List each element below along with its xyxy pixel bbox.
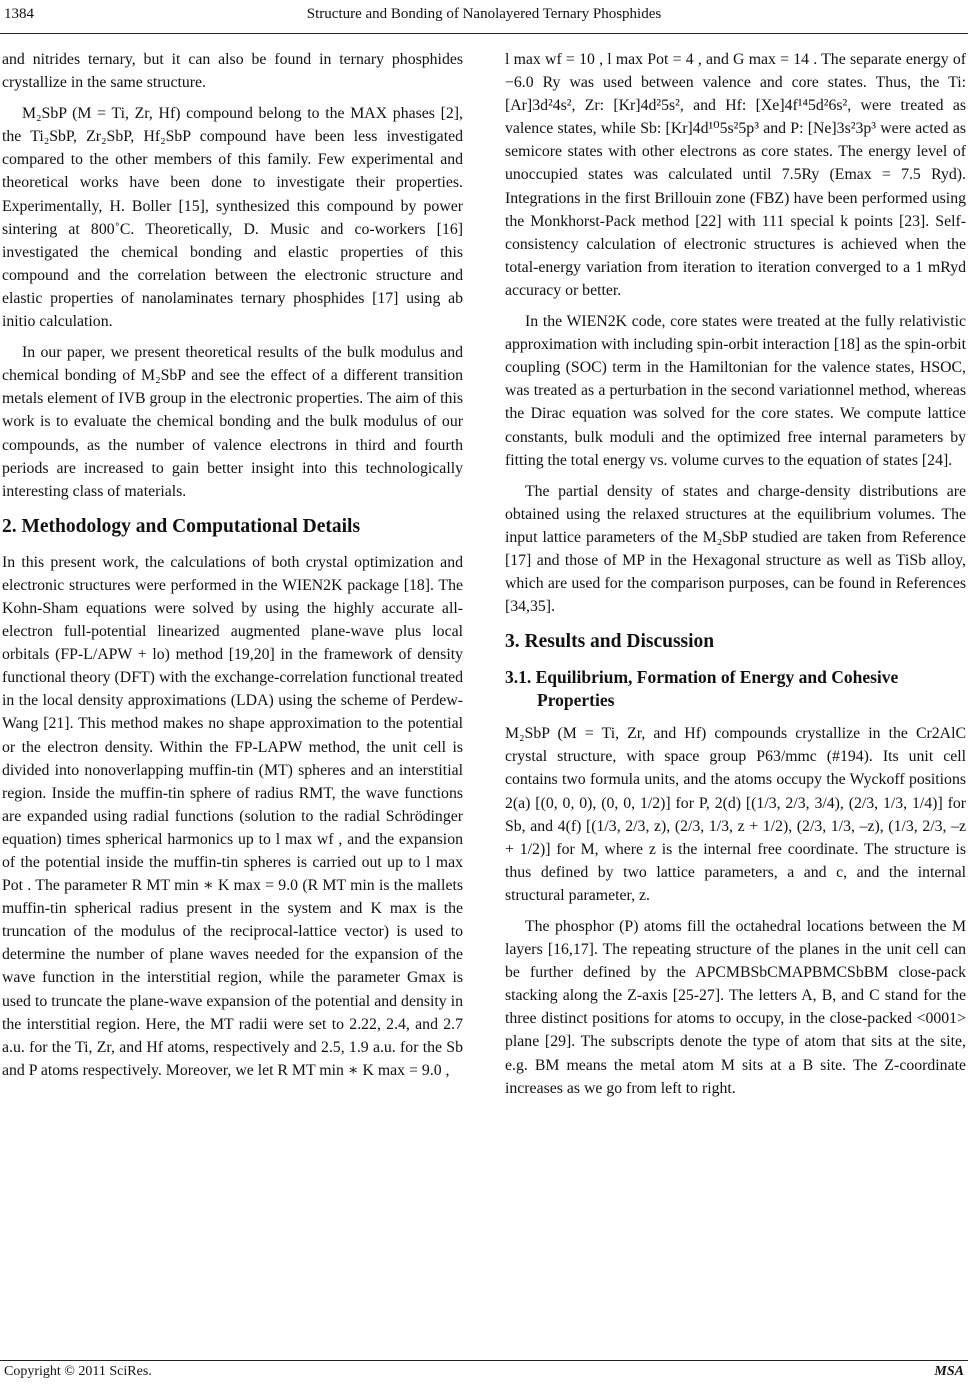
right-paragraph-3: The partial density of states and charge-density distributions are obtained using the relaxed structures at the equilibrium volumes. The input lattice parameters of the M₂SbP studied are taken from Reference [17] and those of MP in the Hexagonal structure as well as TiSb alloy, which are used for the comparison purposes, can be found in References [34,35].: [505, 482, 966, 616]
left-paragraph-3: In our paper, we present theoretical results of the bulk modulus and chemical bonding of M₂SbP and see the effect of a different transition metals element of IVB group in the electronic properties. The aim of this work is to evaluate the chemical bonding and the bulk modulus of our compounds, as the number of valence electrons in third and fourth periods are increased to gain better insight into this technologically interesting class of materials.: [2, 344, 463, 500]
page-footer: [0, 1360, 968, 1386]
page-header: [0, 6, 968, 30]
running-title: Structure and Bonding of Nanolayered Ternary Phosphides: [306, 6, 662, 22]
journal-abbreviation: MSA: [934, 1364, 964, 1379]
left-paragraph-2: M₂SbP (M = Ti, Zr, Hf) compound belong to the MAX phases [2], the Ti₂SbP, Zr₂SbP, Hf₂SbP compound have been less investigated compared to the other members of this family. Few experimental and theoretical works have been done to investigate their properties. Experimentally, H. Boller [15], synthesized this compound by power sintering at 800˚C. Theoretically, D. Music and co-workers [16] investigated the chemical bonding and elastic properties of this compound and the correlation between the electronic structure and elastic properties of nanolaminates ternary phosphides [17] using ab initio calculation.: [2, 105, 463, 331]
header-rule: [0, 33, 968, 34]
left-paragraph-4: In this present work, the calculations of both crystal optimization and electronic structures were performed in the WIEN2K package [18]. The Kohn-Sham equations were solved by using the highly accurate all-electron full-potential linearized augmented plane-wave plus local orbitals (FP-L/APW + lo) method [19,20] in the framework of density functional theory (DFT) with the exchange-correlation functional treated in the local density approximations (LDA) using the scheme of Perdew-Wang [21]. This method makes no shape approximation to the potential or the electron density. Within the FP-LAPW method, the unit cell is divided into nonoverlapping muffin-tin (MT) spheres and an interstitial region. Inside the muffin-tin sphere of radius RMT, the wave functions are expanded using radial functions (solution to the radial Schrödinger equation) times spherical harmonics up to l max wf , and the expansion of the potential inside the muffin-tin spheres is carried out up to l max Pot . The parameter R MT min ∗ K max = 9.0 (R MT min is the mallets muffin-tin spherical radius present in the system and K max is the truncation of the modulus of the reciprocal-lattice vector) is used to determine the number of plane waves needed for the expansion of the wave function in the interstitial region, while the parameter Gmax is used to truncate the plane-wave expansion of the potential and density in the interstitial region. Here, the MT radii were set to 2.22, 2.4, and 2.7 a.u. for the Ti, Zr, and Hf atoms, respectively and 2.5, 1.9 a.u. for the Sb and P atoms respectively. Moreover, we let R MT min ∗ K max = 9.0 ,: [2, 553, 463, 1079]
page-number: 1384: [4, 6, 34, 22]
right-paragraph-1: l max wf = 10 , l max Pot = 4 , and G max = 14 . The separate energy of −6.0 Ry was used between valence and core states. Thus, the Ti: [Ar]3d²4s², Zr: [Kr]4d²5s², and Hf: [Xe]4f¹⁴5d²6s², were treated as valence states, while Sb: [Kr]4d¹⁰5s²5p³ and P: [Ne]3s²3p³ were acted as semicore states with other electrons as core states. The energy level of unoccupied states was calculated until 7.5Ry (Emax = 7.5 Ryd). Integrations in the first Brillouin zone (FBZ) have been performed using the Monkhorst-Pack method [22] with 111 special k points [23]. Self-consistency calculation of electronic structures is achieved when the total-energy variation from iteration to iteration converged to a 1 mRyd accuracy or better.: [505, 51, 966, 299]
copyright-notice: Copyright © 2011 SciRes.: [4, 1364, 152, 1379]
left-paragraph-1: and nitrides ternary, but it can also be found in ternary phosphides crystallize in the same structure.: [2, 51, 463, 92]
subsection-heading-equilibrium: 3.1. Equilibrium, Formation of Energy and Cohesive Properties: [505, 667, 899, 711]
section-heading-results: 3. Results and Discussion: [505, 631, 715, 653]
right-column: [505, 48, 966, 1108]
footer-rule: [0, 1360, 968, 1361]
right-paragraph-4: M₂SbP (M = Ti, Zr, and Hf) compounds crystallize in the Cr2AlC crystal structure, with space group P63/mmc (#194). Its unit cell contains two formula units, and the atoms occupy the Wyckoff positions 2(a) [(0, 0, 0), (0, 0, 1/2)] for P, 2(d) [(1/3, 2/3, 3/4), (2/3, 1/3, 1/4)] for Sb, and 4(f) [(1/3, 2/3, z), (2/3, 1/3, z + 1/2), (2/3, 1/3, –z), (1/3, 2/3, –z + 1/2)] for M, where z is the internal free coordinate. The structure is thus defined by two lattice parameters, a and c, and the internal structural parameter, z.: [505, 725, 966, 904]
section-heading-methodology: 2. Methodology and Computational Details: [2, 515, 361, 537]
left-column: [2, 48, 463, 1090]
right-paragraph-5: The phosphor (P) atoms fill the octahedral locations between the M layers [16,17]. The repeating structure of the planes in the unit cell can be further defined by the APCMBSbCMAPBMCSbBM close-pack stacking along the Z-axis [25-27]. The letters A, B, and C stand for the three distinct positions for atoms to occupy, in the close-packed <0001> plane [29]. The subscripts denote the type of atom that sits at the site, e.g. BM means the metal atom M sits at a B site. The Z-coordinate increases as we go from left to right.: [505, 918, 966, 1097]
right-paragraph-2: In the WIEN2K code, core states were treated at the fully relativistic approximation with including spin-orbit interaction [18] as the spin-orbit coupling (SOC) term in the Hamiltonian for the valence states, HSOC, was treated as a perturbation in the second variationnel method, whereas the Dirac equation was solved for the core states. We compute lattice constants, bulk moduli and the optimized free internal parameters by fitting the total energy vs. volume curves to the equation of states [24].: [505, 313, 966, 469]
